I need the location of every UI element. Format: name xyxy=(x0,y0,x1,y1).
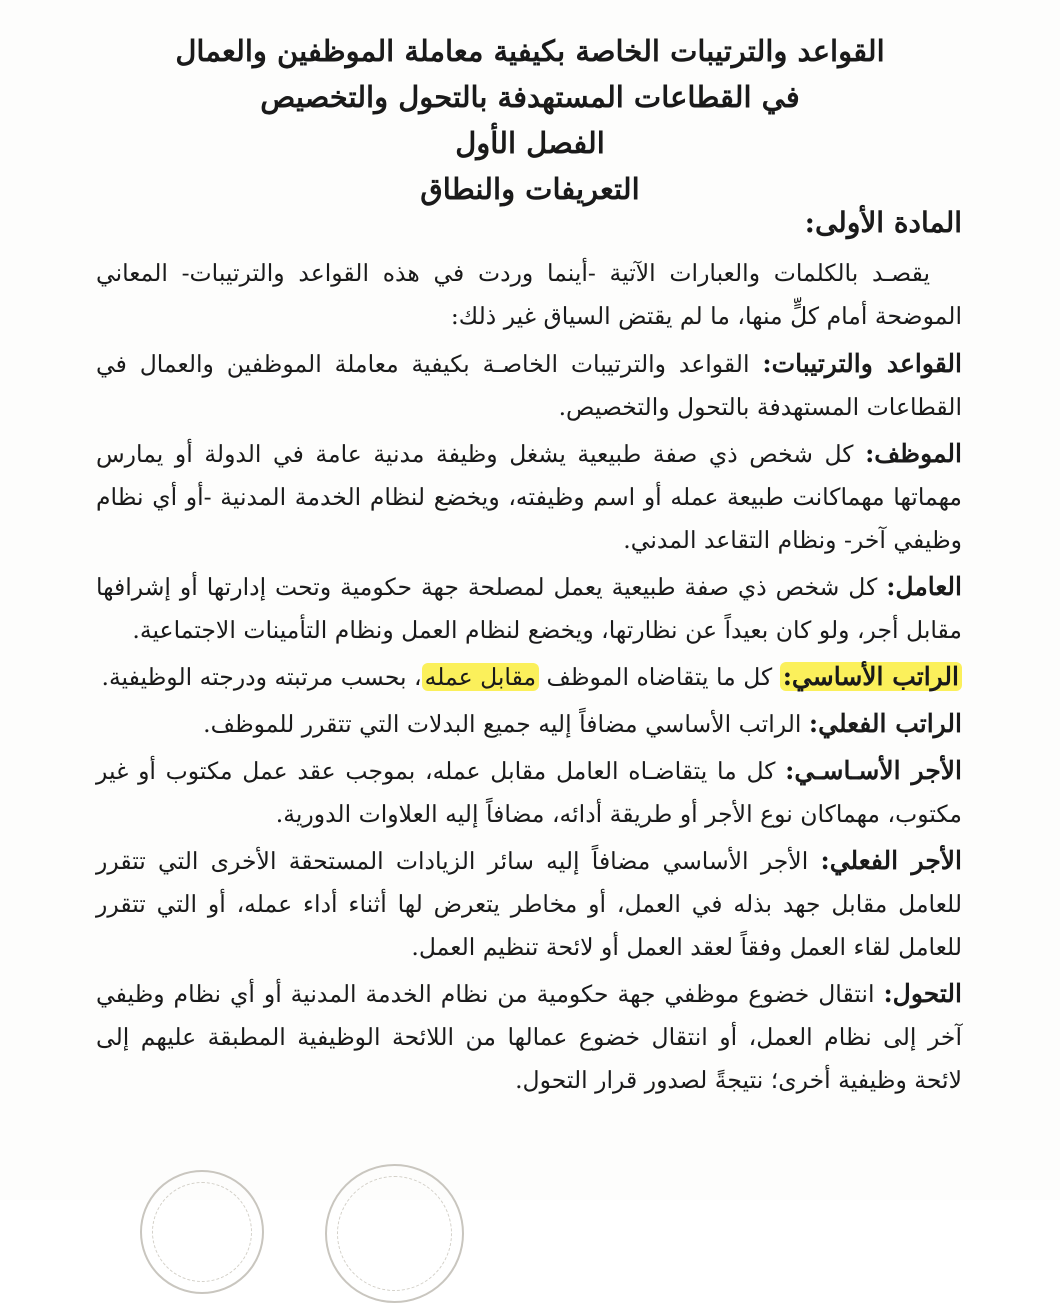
definition-term: التحول: xyxy=(883,979,962,1008)
section-heading: التعريفات والنطاق xyxy=(420,172,640,206)
title-line-2: في القطاعات المستهدفة بالتحول والتخصيص xyxy=(260,80,800,114)
definition-basic-wage xyxy=(96,749,962,836)
definition-term: الأجر الأسـاسـي: xyxy=(785,756,962,785)
highlighted-term: الراتب الأساسي: xyxy=(780,662,962,691)
article-heading: المادة الأولى: xyxy=(804,206,962,239)
highlighted-text: مقابل عمله xyxy=(422,663,539,691)
definition-text: كل شخص ذي صفة طبيعية يعمل لمصلحة جهة حكومية وتحت إدارتها أو إشرافها مقابل أجر، ولو كان بعيداً عن نظارتها، ويخضع لنظام العمل ونظام التأمينات الاجتماعية. xyxy=(96,573,962,644)
official-stamps xyxy=(130,1160,450,1240)
definition-term: الأجر الفعلي: xyxy=(820,846,962,875)
definition-rules xyxy=(96,342,962,429)
definition-transformation xyxy=(96,972,962,1102)
definition-term: الراتب الفعلي: xyxy=(808,709,962,738)
title-line-1: القواعد والترتيبات الخاصة بكيفية معاملة الموظفين والعمال xyxy=(175,34,885,68)
definition-actual-salary xyxy=(96,702,962,746)
article-intro: يقصـد بالكلمات والعبارات الآتية -أينما وردت في هذه القواعد والترتيبات- المعاني الموضحة أمام كلٍّ منها، ما لم يقتض السياق غير ذلك: xyxy=(96,259,962,330)
stamp-seal-left xyxy=(140,1170,264,1294)
definition-term: الموظف: xyxy=(865,439,962,468)
definition-term: القواعد والترتيبات: xyxy=(762,349,962,378)
definition-text: انتقال خضوع موظفي جهة حكومية من نظام الخدمة المدنية أو أي نظام وظيفي آخر إلى نظام العمل، أو انتقال خضوع عمالها من اللائحة الوظيفية المطبقة عليهم إلى لائحة وظيفية أخرى؛ نتيجةً لصدور قرار التحول. xyxy=(96,980,962,1094)
definition-text: كل ما يتقاضاه الموظف xyxy=(539,663,780,691)
definition-term: العامل: xyxy=(886,572,962,601)
stamp-seal-right xyxy=(325,1164,464,1303)
definition-employee xyxy=(96,432,962,562)
definition-actual-wage xyxy=(96,839,962,969)
definition-text: كل ما يتقاضـاه العامل مقابل عمله، بموجب عقد عمل مكتوب أو غير مكتوب، مهماكان نوع الأجر أو طريقة أدائه، مضافاً إليه العلاوات الدورية. xyxy=(96,757,962,828)
definition-text: كل شخص ذي صفة طبيعية يشغل وظيفة مدنية عامة في الدولة أو يمارس مهماتها مهماكانت طبيعة عمله أو اسم وظيفته، ويخضع لنظام الخدمة المدنية -أو أي نظام وظيفي آخر- ونظام التقاعد المدني. xyxy=(96,440,962,554)
definition-basic-salary xyxy=(96,655,962,699)
document-title-block xyxy=(0,28,1060,212)
definition-text: الراتب الأساسي مضافاً إليه جميع البدلات التي تتقرر للموظف. xyxy=(203,710,809,738)
definition-text: ، بحسب مرتبته ودرجته الوظيفية. xyxy=(101,663,422,691)
definition-worker xyxy=(96,565,962,652)
definition-text: القواعد والترتيبات الخاصـة بكيفية معاملة الموظفين والعمال في القطاعات المستهدفة بالتحول والتخصيص. xyxy=(96,350,962,421)
definition-text: الأجر الأساسي مضافاً إليه سائر الزيادات المستحقة الأخرى التي تتقرر للعامل مقابل جهد بذله في العمل، أو مخاطر يتعرض لها أثناء أداء عمله، أو التي تتقرر للعامل لقاء العمل وفقاً لعقد العمل أو لائحة تنظيم العمل. xyxy=(96,847,962,961)
document-body xyxy=(96,252,962,1105)
chapter-heading: الفصل الأول xyxy=(455,126,605,160)
